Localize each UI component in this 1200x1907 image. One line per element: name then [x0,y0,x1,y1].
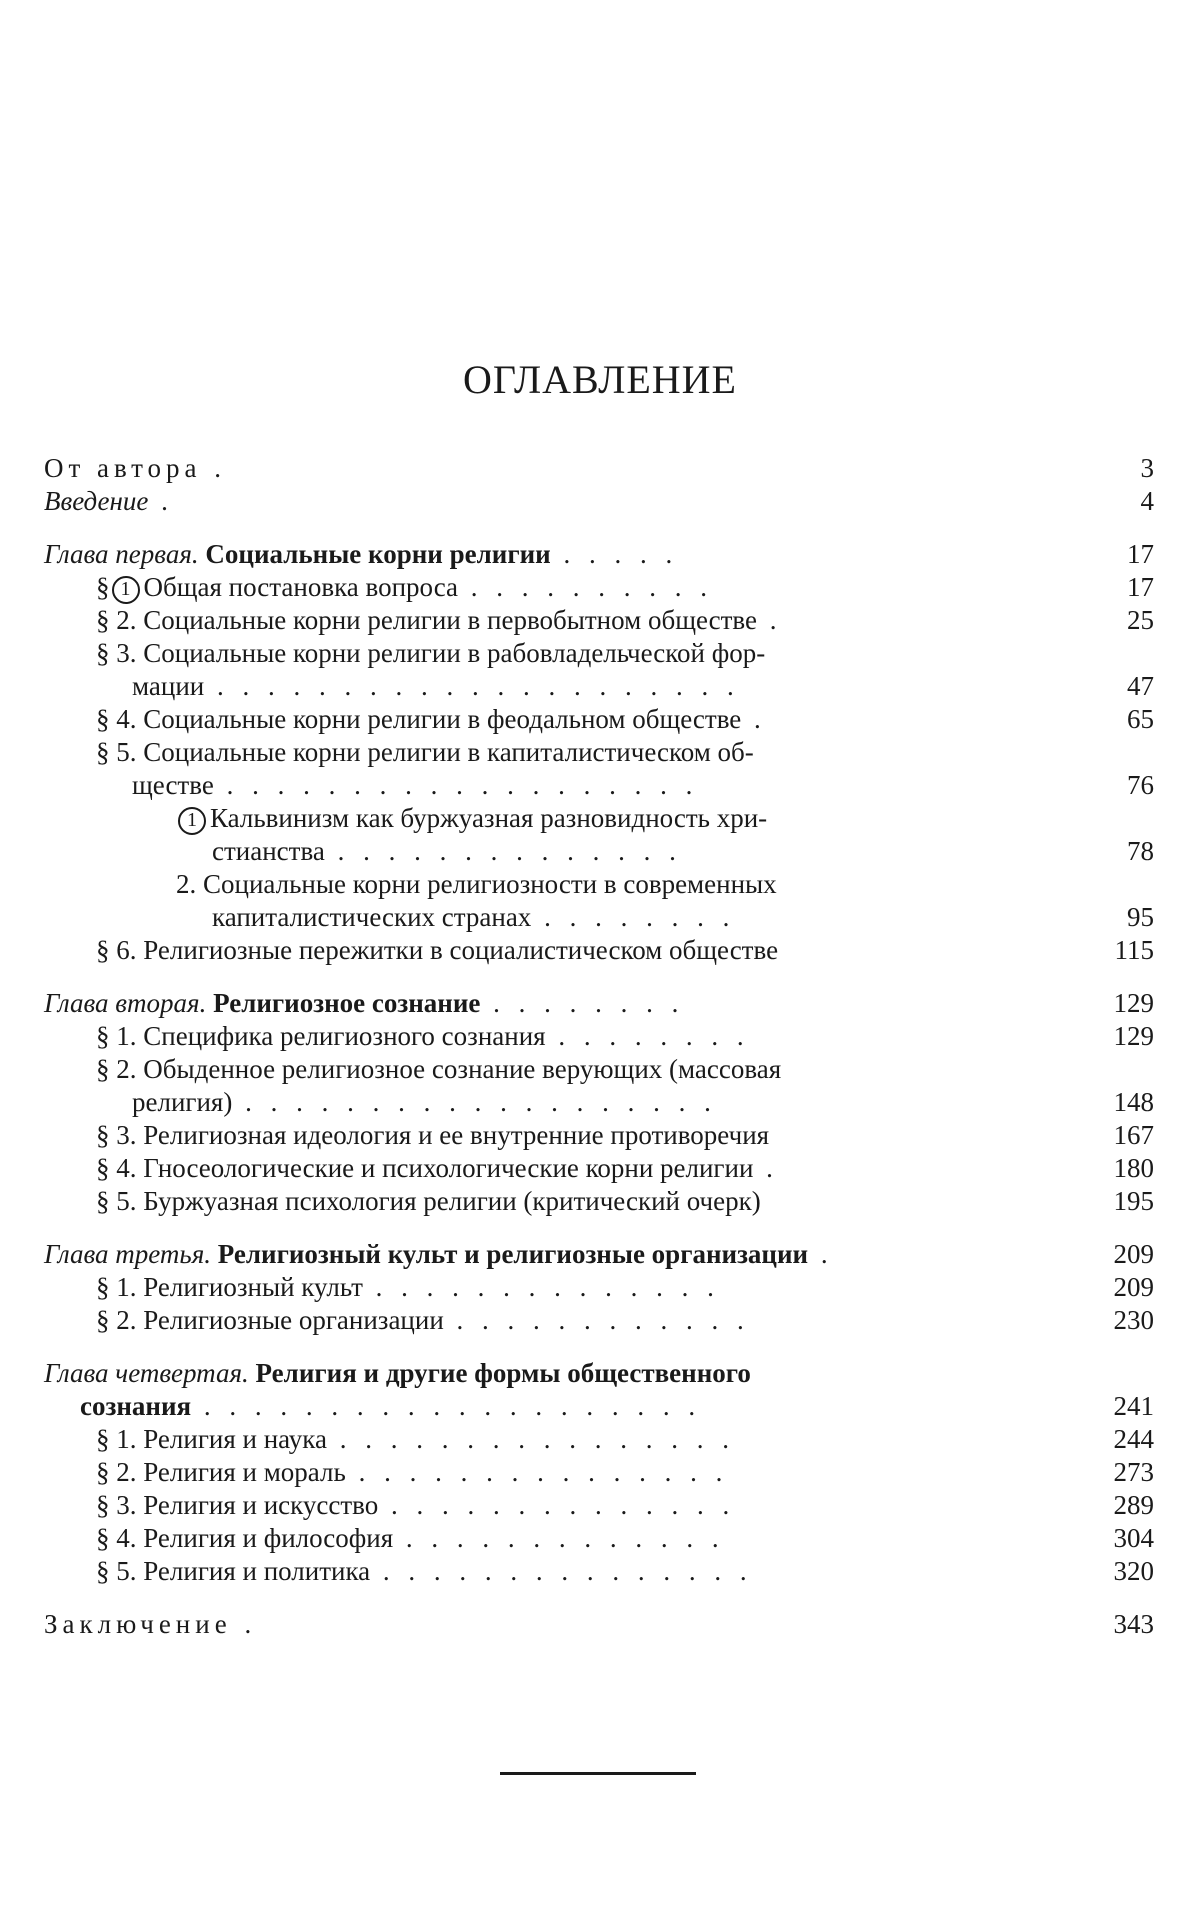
section-title: Социальные корни религии в рабовладельческой фор- [143,638,766,668]
page-title: ОГЛАВЛЕНИЕ [463,357,737,402]
toc-section[interactable]: § 4. Религия и философия . . . . . . . . . . . . . 304 [96,1523,1154,1553]
subsection-title-continued: капиталистических странах [212,902,532,932]
page-number: 65 [1127,704,1154,734]
chapter-prefix: Глава третья. [44,1239,212,1269]
page-number: 115 [1114,935,1154,965]
toc-section[interactable] [44,1185,1154,1218]
toc-section[interactable]: § 5. Социальные корни религии в капиталистическом об- ществе . . . . . . . . . . . . . . . . . . . 76 [96,737,1154,800]
page-number: 343 [1113,1609,1154,1639]
section-number: § 3. [96,1490,137,1520]
chapter-title: Религиозное сознание [213,988,481,1018]
section-number: § 3. [96,638,137,668]
section-title: Буржуазная психология религии (критический очерк) [143,1186,761,1216]
subsection-title: Социальные корни религиозности в современных [203,869,777,899]
entry-title: Заключение [44,1609,232,1639]
section-number: § 3. [96,1120,137,1150]
toc-chapter-4[interactable]: Глава четвертая. Религия и другие формы общественного сознания . . . . . . . . . . . . . . . . . . . . 241 [44,1358,1154,1421]
section-number: § 4. [96,1153,137,1183]
toc-section[interactable]: § 4. Социальные корни религии в феодальном обществе . 65 [96,704,1154,734]
closing-rule [500,1772,696,1775]
section-number: § 5. [96,1186,137,1216]
chapter-title: Социальные корни религии [205,539,551,569]
toc-section[interactable]: § 2. Религиозные организации . . . . . . . . . . . . 230 [96,1305,1154,1335]
toc-chapter-3[interactable]: Глава третья. Религиозный культ и религиозные организации . 209 [44,1239,1154,1269]
page-number: 230 [1113,1305,1154,1335]
entry-title: Введение [44,486,149,516]
page-number: 289 [1113,1490,1154,1520]
toc-section[interactable]: § 5. Религия и политика . . . . . . . . . . . . . . . 320 [96,1556,1154,1586]
section-title-continued: религия) [132,1087,233,1117]
toc-chapter-2[interactable]: Глава вторая. Религиозное сознание . . . . . . . . 129 [44,988,1154,1018]
page-number: 180 [1113,1153,1154,1183]
toc-subsection[interactable]: 2. Социальные корни религиозности в современных капиталистических странах . . . . . . . . 95 [176,869,1154,932]
entry-title: От автора [44,453,202,483]
chapter-prefix: Глава вторая. [44,988,207,1018]
section-title-continued: ществе [132,770,214,800]
toc-entry-from-author[interactable]: От автора . 3 [44,453,1154,483]
section-title-continued: мации [132,671,205,701]
page-number: 148 [1113,1087,1154,1117]
section-title: Социальные корни религии в первобытном обществе [143,605,757,635]
toc-section[interactable]: § 3. Социальные корни религии в рабовладельческой фор- мации . . . . . . . . . . . . . . . . . . . . . 47 [96,638,1154,701]
section-title: Религиозный культ [143,1272,363,1302]
section-title: Религия и философия [143,1523,394,1553]
section-title: Религия и искусство [143,1490,379,1520]
section-number: § 2. [96,1457,137,1487]
section-number: § 4. [96,704,137,734]
section-title: Религиозные организации [143,1305,444,1335]
subsection-number: 2. [176,869,197,899]
page-number: 273 [1113,1457,1154,1487]
chapter-title: Религиозный культ и религиозные организации [217,1239,809,1269]
page-number: 195 [1113,1186,1154,1216]
section-number: § 2. [96,605,137,635]
toc-entry-introduction[interactable]: Введение . 4 [44,486,1154,516]
toc-section[interactable]: § 4. Гносеологические и психологические корни религии . 180 [96,1153,1154,1183]
section-title: Религия и мораль [143,1457,346,1487]
page-number: 4 [1140,486,1154,516]
toc-chapter-1[interactable]: Глава первая. Социальные корни религии . . . . . 17 [44,539,1154,569]
toc-section[interactable]: § 2. Религия и мораль . . . . . . . . . . . . . . . 273 [96,1457,1154,1487]
page-number: 320 [1113,1556,1154,1586]
section-number: § 5. [96,1556,137,1586]
table-of-contents [44,452,1154,1641]
section-number: § 1. [96,1424,137,1454]
section-number: § 4. [96,1523,137,1553]
section-title: Гносеологические и психологические корни религии [143,1153,754,1183]
section-number: § 1. [96,1021,137,1051]
page-number: 209 [1113,1272,1154,1302]
page-number: 25 [1127,605,1154,635]
chapter-title: Религия и другие формы общественного [255,1358,751,1388]
toc-section[interactable]: § 2. Социальные корни религии в первобытном обществе . 25 [96,605,1154,635]
toc-section[interactable]: § 1 Общая постановка вопроса . . . . . . . . . . 17 [96,572,1154,602]
page-number: 209 [1113,1239,1154,1269]
section-title: Религия и политика [143,1556,371,1586]
toc-section[interactable] [44,1119,1154,1152]
page-number: 78 [1127,836,1154,866]
toc-section[interactable]: § 1. Специфика религиозного сознания . . . . . . . . 129 [96,1021,1154,1051]
toc-section[interactable]: § 1. Религиозный культ . . . . . . . . . . . . . . 209 [96,1272,1154,1302]
subsection-title: Кальвинизм как буржуазная разновидность хри- [210,803,768,833]
toc-subsection[interactable]: 1 Кальвинизм как буржуазная разновидность хри- стианства . . . . . . . . . . . . . . 78 [44,802,1154,868]
toc-section[interactable] [44,934,1154,967]
page-number: 17 [1127,539,1154,569]
page-number: 95 [1127,902,1154,932]
section-title: Социальные корни религии в капиталистическом об- [143,737,754,767]
toc-entry-conclusion[interactable]: Заключение . 343 [44,1609,1154,1639]
page-number: 167 [1113,1120,1154,1150]
chapter-title-continued: сознания [80,1391,192,1421]
page-number: 76 [1127,770,1154,800]
section-title: Религиозные пережитки в социалистическом обществе [143,935,779,965]
toc-section[interactable]: § 2. Обыденное религиозное сознание верующих (массовая религия) . . . . . . . . . . . . . . . . . . . 148 [96,1054,1154,1117]
section-number: § 2. [96,1054,137,1084]
section-number: § 5. [96,737,137,767]
page-number: 244 [1113,1424,1154,1454]
section-number: § 6. [96,935,137,965]
page-number: 129 [1113,1021,1154,1051]
chapter-prefix: Глава первая. [44,539,199,569]
section-title: Обыденное религиозное сознание верующих (массовая [143,1054,782,1084]
section-title: Социальные корни религии в феодальном обществе [143,704,742,734]
page-number: 3 [1140,453,1154,483]
page-number: 241 [1113,1391,1154,1421]
circled-number-mark: 1 [178,807,206,835]
subsection-title-continued: стианства [212,836,325,866]
section-number: § [96,572,110,602]
section-title: Религия и наука [143,1424,327,1454]
toc-section[interactable]: § 3. Религия и искусство . . . . . . . . . . . . . . 289 [96,1490,1154,1520]
page-number: 47 [1127,671,1154,701]
section-number: § 2. [96,1305,137,1335]
section-number: § 1. [96,1272,137,1302]
circled-number-mark: 1 [112,576,140,604]
section-title: Общая постановка вопроса [143,572,459,602]
toc-section[interactable]: § 1. Религия и наука . . . . . . . . . . . . . . . . 244 [96,1424,1154,1454]
chapter-prefix: Глава четвертая. [44,1358,249,1388]
section-title: Специфика религиозного сознания [143,1021,546,1051]
page-number: 17 [1127,572,1154,602]
section-title: Религиозная идеология и ее внутренние противоречия [143,1120,770,1150]
page-number: 129 [1113,988,1154,1018]
page-number: 304 [1113,1523,1154,1553]
